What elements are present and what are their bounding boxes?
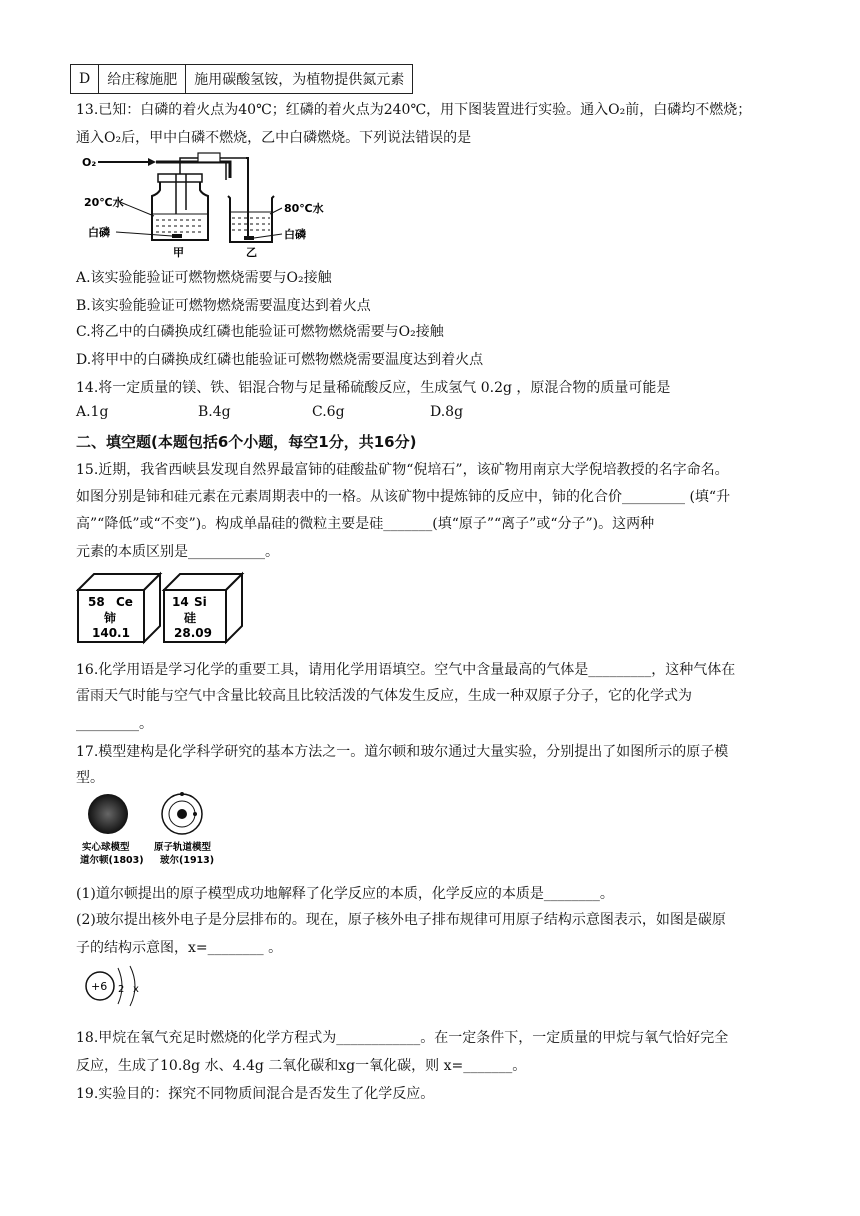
si-mass: 28.09 [174, 626, 212, 640]
q15-line2: 如图分别是铈和硅元素在元素周期表中的一格。从该矿物中提炼铈的反应中，铈的化合价_________ (填“升 [76, 489, 731, 505]
element-cells-figure [76, 570, 246, 646]
model1-author: 道尔顿(1803) [80, 855, 144, 866]
ce-name: 铈 [104, 611, 117, 625]
model2-title: 原子轨道模型 [154, 842, 212, 853]
q13-option-d: D.将甲中的白磷换成红磷也能验证可燃物燃烧需要温度达到着火点 [76, 352, 484, 368]
q17-line2: 型。 [76, 770, 104, 786]
q13-line1: 13.已知：白磷的着火点为40℃；红磷的着火点为240℃，用下图装置进行实验。通入O₂前，白磷均不燃烧； [76, 102, 752, 118]
q17-part1: (1)道尔顿提出的原子模型成功地解释了化学反应的本质，化学反应的本质是________。 [76, 886, 614, 902]
q18-line1: 18.甲烷在氧气充足时燃烧的化学方程式为____________。在一定条件下，一定质量的甲烷与氧气恰好完全 [76, 1030, 729, 1046]
q13-option-b: B.该实验能验证可燃物燃烧需要温度达到着火点 [76, 298, 371, 314]
nucleus-charge: +6 [91, 980, 108, 993]
table-cell: 施用碳酸氢铵，为植物提供氮元素 [186, 65, 413, 94]
atomic-models-figure [76, 792, 226, 872]
shell2-electrons: x [133, 984, 139, 995]
q19-line1: 19.实验目的：探究不同物质间混合是否发生了化学反应。 [76, 1086, 435, 1102]
q14-option-c: C.6g [312, 404, 345, 420]
q16-line2: 雷雨天气时能与空气中含量比较高且比较活泼的气体发生反应，生成一种双原子分子，它的化学式为 [76, 688, 692, 704]
q18-line2: 反应，生成了10.8g 水、4.4g 二氧化碳和xg一氧化碳，则 x=_______。 [76, 1058, 527, 1074]
q13-line2: 通入O₂后，甲中白磷不燃烧，乙中白磷燃烧。下列说法错误的是 [76, 130, 472, 146]
right-water-label: 80℃水 [284, 202, 324, 215]
flask-jia-label: 甲 [173, 246, 184, 259]
q17-part2-line2: 子的结构示意图，x=________ 。 [76, 940, 283, 956]
q16-line3: _________。 [76, 716, 153, 732]
carbon-atom-diagram [80, 962, 160, 1010]
beaker-yi-label: 乙 [246, 246, 257, 259]
orbital-model-icon [162, 792, 202, 834]
q15-line1: 15.近期，我省西峡县发现自然界最富铈的硅酸盐矿物“倪培石”，该矿物用南京大学倪培教授的名字命名。 [76, 462, 729, 478]
q14-option-b: B.4g [198, 404, 231, 420]
o2-label: O₂ [82, 156, 97, 169]
solid-sphere-model-icon [88, 794, 128, 834]
q17-line1: 17.模型建构是化学科学研究的基本方法之一。道尔顿和玻尔通过大量实验，分别提出了如图所示的原子模 [76, 744, 729, 760]
q14-option-a: A.1g [76, 404, 109, 420]
table-row [71, 65, 413, 94]
q13-option-c: C.将乙中的白磷换成红磷也能验证可燃物燃烧需要与O₂接触 [76, 324, 444, 340]
q13-option-a: A.该实验能验证可燃物燃烧需要与O₂接触 [76, 270, 332, 286]
q16-line1: 16.化学用语是学习化学的重要工具，请用化学用语填空。空气中含量最高的气体是_________，这种气体在 [76, 662, 736, 678]
combustion-apparatus-figure [80, 150, 340, 260]
answer-table [70, 64, 413, 94]
ce-mass: 140.1 [92, 626, 130, 640]
model2-author: 玻尔(1913) [160, 855, 215, 866]
table-cell: D [71, 65, 99, 94]
right-phosphorus-label: 白磷 [284, 228, 306, 241]
si-number: 14 [172, 595, 189, 609]
q17-part2-line1: (2)玻尔提出核外电子是分层排布的。现在，原子核外电子排布规律可用原子结构示意图表示，如图是碳原 [76, 912, 726, 928]
ce-symbol: Ce [116, 595, 133, 609]
q15-line3: 高”“降低”或“不变”)。构成单晶硅的微粒主要是硅_______(填“原子”“离子”或“分子”)。这两种 [76, 516, 655, 532]
model1-title: 实心球模型 [82, 842, 130, 853]
q15-line4: 元素的本质区别是___________。 [76, 544, 279, 560]
left-water-label: 20℃水 [84, 196, 124, 209]
silicon-cell [164, 574, 242, 642]
cerium-cell [78, 574, 160, 642]
shell1-electrons: 2 [118, 984, 125, 995]
q14-stem: 14.将一定质量的镁、铁、铝混合物与足量稀硫酸反应，生成氢气 0.2g ，原混合物的质量可能是 [76, 380, 671, 396]
ce-number: 58 [88, 595, 105, 609]
table-cell: 给庄稼施肥 [99, 65, 186, 94]
section-heading: 二、填空题(本题包括6个小题，每空1分，共16分) [76, 433, 417, 451]
si-name: 硅 [184, 611, 197, 625]
left-phosphorus-label: 白磷 [88, 226, 110, 239]
q14-option-d: D.8g [430, 404, 464, 420]
si-symbol: Si [194, 595, 207, 609]
